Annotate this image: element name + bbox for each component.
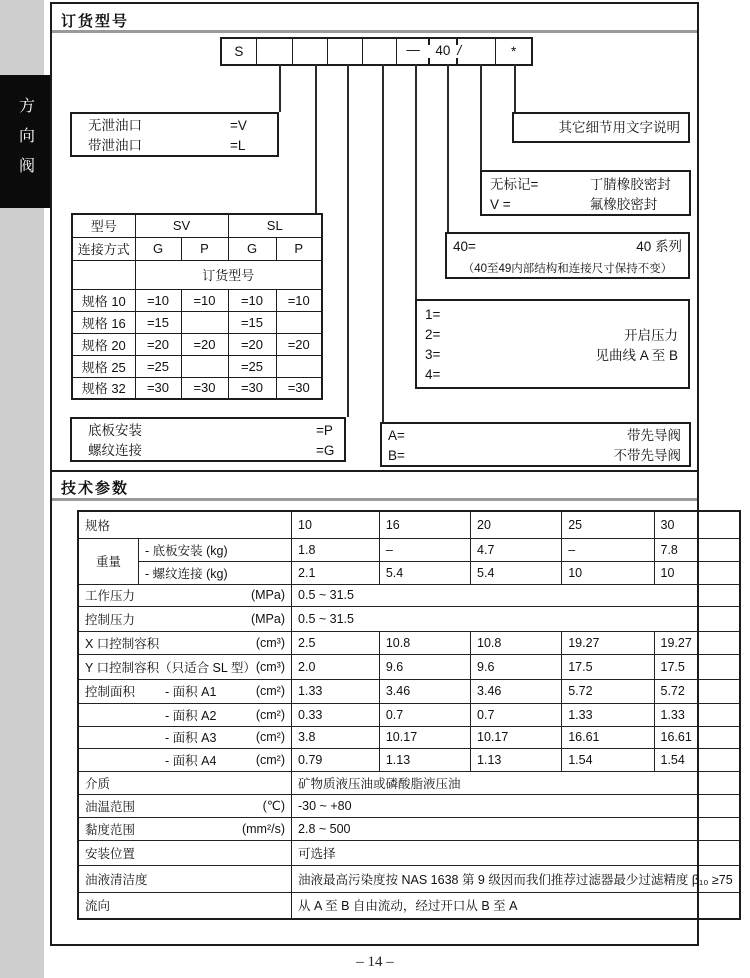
size-code: =10 — [135, 289, 181, 311]
size-code — [276, 311, 322, 333]
model-table-conn: P — [276, 237, 322, 260]
seal-material-box — [480, 170, 691, 216]
param-value: 1.13 — [471, 748, 562, 771]
model-size-table — [71, 213, 323, 400]
tech-title-rule — [52, 498, 697, 501]
size-row-label: 规格 20 — [72, 333, 135, 355]
param-value: 2.5 — [292, 631, 380, 654]
param-value: 17.5 — [654, 654, 740, 679]
tech-header-label: 规格 — [78, 511, 292, 538]
param-value: 19.27 — [562, 631, 654, 654]
param-value: 10.17 — [471, 726, 562, 748]
weight-value: 10 — [562, 561, 654, 584]
param-label-cell — [78, 679, 292, 703]
param-sublabel: - 面积 A4 — [165, 753, 217, 768]
tech-header-size: 20 — [471, 511, 562, 538]
param-label-cell — [78, 771, 292, 794]
param-unit: (MPa) — [250, 611, 286, 626]
sidebar-tab-directional-valve — [0, 75, 50, 208]
model-table-sl: SL — [228, 214, 322, 237]
code-cell-blank-3 — [328, 39, 363, 64]
param-label: 油温范围 — [85, 799, 136, 814]
pilot-valve-box — [380, 422, 691, 467]
mounting-box — [70, 417, 346, 462]
size-row-label: 规格 10 — [72, 289, 135, 311]
weight-sub-label: - 螺纹连接 (kg) — [138, 561, 291, 584]
weight-value: 5.4 — [471, 561, 562, 584]
code-dash: — — [406, 42, 420, 57]
weight-value: 5.4 — [379, 561, 470, 584]
param-value: 0.33 — [292, 703, 380, 726]
code-series-number: 40 — [435, 43, 451, 58]
param-label: 流向 — [85, 899, 111, 914]
page-number: – 14 – — [356, 954, 394, 970]
param-value: 9.6 — [379, 654, 470, 679]
other-details-box: 其它细节用文字说明 — [512, 112, 690, 143]
param-value: 19.27 — [654, 631, 740, 654]
code-tick-mark — [428, 58, 430, 64]
weight-sub-label: - 底板安装 (kg) — [138, 538, 291, 561]
drain-code: =V — [230, 118, 247, 133]
param-label: Y 口控制容积（只适合 SL 型） — [85, 660, 256, 675]
size-code: =20 — [135, 333, 181, 355]
drain-label: 无泄油口 — [88, 118, 142, 133]
param-label: 安装位置 — [85, 846, 136, 861]
code-cell-blank-1 — [257, 39, 294, 64]
series-row — [453, 237, 682, 257]
param-value: 1.33 — [562, 703, 654, 726]
mounting-code: =P — [316, 423, 333, 438]
code-tick-mark — [428, 39, 430, 45]
param-value: 5.72 — [562, 679, 654, 703]
param-label-cell — [78, 726, 292, 748]
drain-row — [88, 116, 277, 136]
param-unit: (cm²) — [255, 707, 286, 722]
param-label-cell — [78, 631, 292, 654]
pilot-label: 不带先导阀 — [613, 448, 681, 463]
pilot-row — [388, 446, 681, 466]
size-code: =25 — [135, 355, 181, 377]
model-table-order-label: 订货型号 — [135, 260, 322, 289]
cracking-note: 开启压力 — [624, 328, 678, 343]
seal-label: 氟橡胶密封 — [589, 197, 658, 212]
size-row-label: 规格 32 — [72, 377, 135, 399]
param-value: 0.7 — [379, 703, 470, 726]
param-unit: (cm²) — [255, 752, 286, 767]
weight-value: 1.8 — [292, 538, 380, 561]
param-value: 0.5 ~ 31.5 — [292, 606, 740, 631]
size-code: =20 — [276, 333, 322, 355]
size-code: =15 — [228, 311, 276, 333]
pilot-code: A= — [388, 428, 405, 443]
param-label: 介质 — [85, 776, 111, 791]
size-row-label: 规格 25 — [72, 355, 135, 377]
model-table-conn: G — [135, 237, 181, 260]
size-code: =30 — [135, 377, 181, 399]
model-table-conn: G — [228, 237, 276, 260]
mounting-code: =G — [316, 443, 335, 458]
connector-line-mounting — [347, 64, 349, 417]
tech-params-table — [77, 510, 741, 920]
param-value: 17.5 — [562, 654, 654, 679]
tech-header-size: 30 — [654, 511, 740, 538]
size-code: =10 — [276, 289, 322, 311]
param-unit: (℃) — [262, 799, 286, 813]
weight-value: 10 — [654, 561, 740, 584]
weight-value: 7.8 — [654, 538, 740, 561]
param-unit: (cm³) — [255, 635, 286, 650]
param-label: X 口控制容积 — [85, 636, 160, 651]
tech-header-size: 10 — [292, 511, 380, 538]
param-label-cell — [78, 584, 292, 606]
param-value: 油液最高污染度按 NAS 1638 第 9 级因而我们推荐过滤器最少过滤精度 β₁₀ ≥75 — [292, 865, 740, 892]
param-label-cell — [78, 892, 292, 919]
param-value: 3.46 — [379, 679, 470, 703]
param-value: 10.17 — [379, 726, 470, 748]
param-value: 矿物质液压油或磷酸脂液压油 — [292, 771, 740, 794]
mounting-label: 螺纹连接 — [88, 443, 142, 458]
series-note: （40至49内部结构和连接尺寸保持不变） — [462, 263, 673, 275]
model-code-strip — [220, 37, 533, 66]
param-label-cell — [78, 606, 292, 631]
param-value: 10.8 — [471, 631, 562, 654]
drain-row — [88, 136, 277, 156]
weight-label: 重量 — [78, 538, 138, 584]
mounting-row — [88, 441, 344, 461]
param-label-cell — [78, 654, 292, 679]
param-sublabel: - 面积 A1 — [165, 685, 217, 699]
param-unit: (cm²) — [255, 730, 286, 744]
seal-code: V = — [490, 197, 511, 212]
drain-code: =L — [230, 138, 246, 153]
code-slash: / — [457, 43, 462, 58]
param-label: 工作压力 — [85, 589, 136, 603]
size-code: =30 — [181, 377, 228, 399]
cracking-code: 3= — [425, 347, 441, 362]
param-value: 1.54 — [654, 748, 740, 771]
size-code: =25 — [228, 355, 276, 377]
connector-line-model-table — [315, 64, 317, 213]
param-value: 1.33 — [654, 703, 740, 726]
param-unit: (MPa) — [250, 588, 286, 602]
code-tick-mark — [456, 58, 458, 64]
tech-header-size: 16 — [379, 511, 470, 538]
param-value: 10.8 — [379, 631, 470, 654]
param-value: 16.61 — [654, 726, 740, 748]
param-label: 油液清洁度 — [85, 872, 148, 887]
param-label-cell — [78, 794, 292, 817]
code-cell-series-group — [397, 39, 496, 64]
connector-line-cracking — [415, 64, 417, 299]
model-table-conn: P — [181, 237, 228, 260]
param-value: 2.8 ~ 500 — [292, 817, 740, 840]
connector-line-seal — [480, 64, 482, 170]
code-cell-prefix: S — [222, 39, 257, 64]
ordering-title-rule — [52, 30, 697, 33]
param-value: 16.61 — [562, 726, 654, 748]
param-label: 控制压力 — [85, 612, 136, 627]
connector-line-other — [514, 64, 516, 112]
model-table-type-label: 型号 — [72, 214, 135, 237]
size-code: =15 — [135, 311, 181, 333]
drain-label: 带泄油口 — [88, 138, 142, 153]
param-label-cell — [78, 840, 292, 865]
model-table-conn-label: 连接方式 — [72, 237, 135, 260]
param-label-cell — [78, 748, 292, 771]
param-value: 从 A 至 B 自由流动，经过开口从 B 至 A — [292, 892, 740, 919]
section-title-ordering: 订货型号 — [61, 13, 130, 30]
tech-header-size: 25 — [562, 511, 654, 538]
seal-row — [490, 175, 689, 195]
weight-value: – — [562, 538, 654, 561]
param-value: 可选择 — [292, 840, 740, 865]
mounting-label: 底板安装 — [88, 423, 142, 438]
param-label-cell — [78, 865, 292, 892]
model-table-sv: SV — [135, 214, 228, 237]
weight-value: – — [379, 538, 470, 561]
size-code — [276, 355, 322, 377]
param-value: 3.8 — [292, 726, 380, 748]
param-unit: (cm³) — [255, 659, 286, 674]
series-label: 40 系列 — [636, 239, 682, 254]
param-value: 1.13 — [379, 748, 470, 771]
size-code: =30 — [276, 377, 322, 399]
section-divider — [52, 470, 697, 472]
sidebar-tab-label: 方向阀 — [16, 96, 34, 187]
size-row-label: 规格 16 — [72, 311, 135, 333]
code-cell-star: * — [511, 44, 517, 59]
seal-code: 无标记= — [490, 177, 539, 192]
param-value: 2.0 — [292, 654, 380, 679]
code-cell-blank-2 — [293, 39, 328, 64]
cracking-pressure-box — [415, 299, 690, 389]
param-value: 0.7 — [471, 703, 562, 726]
mounting-row — [88, 421, 344, 441]
section-title-tech: 技术参数 — [61, 480, 130, 497]
param-unit: (mm²/s) — [241, 821, 286, 836]
param-value: 9.6 — [471, 654, 562, 679]
series-box — [445, 232, 690, 279]
param-value: 1.33 — [292, 679, 380, 703]
code-cell-blank-4 — [363, 39, 398, 64]
param-value: 1.54 — [562, 748, 654, 771]
seal-label: 丁腈橡胶密封 — [589, 177, 671, 192]
cracking-note: 见曲线 A 至 B — [595, 348, 678, 363]
size-code — [181, 355, 228, 377]
content-frame — [50, 2, 733, 946]
param-value: 3.46 — [471, 679, 562, 703]
param-label: 控制面积 — [85, 685, 136, 699]
connector-line-drain — [279, 64, 281, 112]
model-table-empty-cell — [72, 260, 135, 289]
pilot-code: B= — [388, 448, 405, 463]
param-label-cell — [78, 817, 292, 840]
param-unit: (cm²) — [255, 684, 286, 698]
size-code: =20 — [181, 333, 228, 355]
cracking-code: 2= — [425, 327, 441, 342]
size-code: =30 — [228, 377, 276, 399]
param-value: 5.72 — [654, 679, 740, 703]
param-sublabel: - 面积 A3 — [165, 731, 217, 745]
connector-line-pilot — [382, 64, 384, 422]
size-code: =10 — [181, 289, 228, 311]
series-code: 40= — [453, 239, 476, 254]
cracking-code: 1= — [425, 307, 441, 322]
param-sublabel: - 面积 A2 — [165, 708, 217, 723]
seal-row — [490, 195, 689, 215]
pilot-label: 带先导阀 — [627, 428, 681, 443]
param-label-cell — [78, 703, 292, 726]
param-value: 0.5 ~ 31.5 — [292, 584, 740, 606]
size-code: =20 — [228, 333, 276, 355]
weight-value: 2.1 — [292, 561, 380, 584]
cracking-code: 4= — [425, 367, 441, 382]
size-code — [181, 311, 228, 333]
size-code: =10 — [228, 289, 276, 311]
param-label: 黏度范围 — [85, 822, 136, 837]
drain-port-box — [70, 112, 279, 157]
param-value: -30 ~ +80 — [292, 794, 740, 817]
pilot-row — [388, 426, 681, 446]
param-value: 0.79 — [292, 748, 380, 771]
connector-line-series — [447, 64, 449, 232]
weight-value: 4.7 — [471, 538, 562, 561]
